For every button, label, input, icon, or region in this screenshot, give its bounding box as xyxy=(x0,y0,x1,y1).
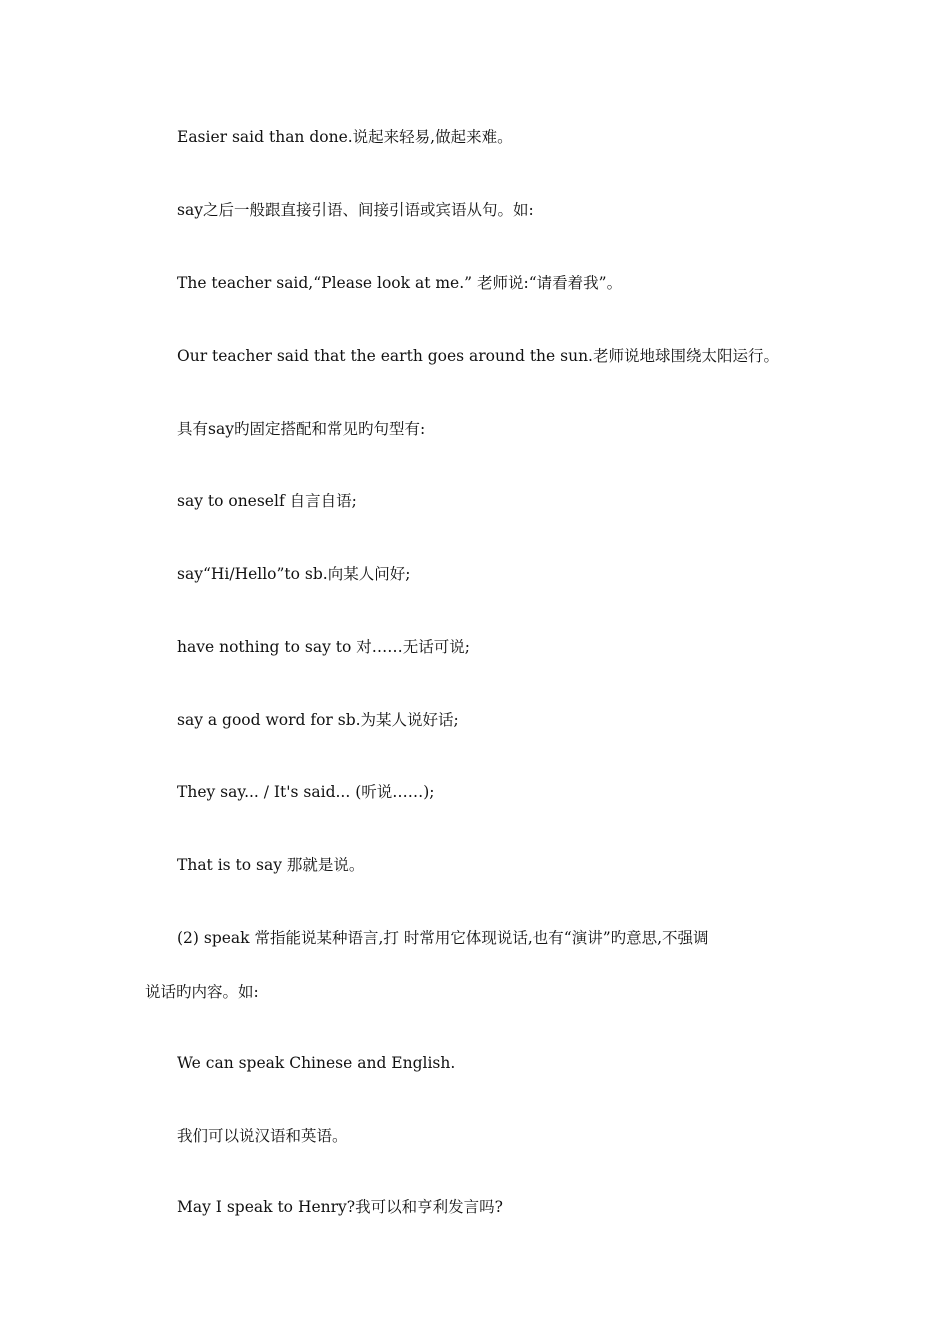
text-line-good-word: say a good word for sb.为某人说好话; xyxy=(177,711,459,729)
text-line-speak-to-henry: May I speak to Henry?我可以和亨利发言吗? xyxy=(177,1198,503,1216)
text-line-teacher-example: The teacher said,“Please look at me.” 老师说:“请看着我”。 xyxy=(177,274,623,292)
text-line-that-is-to-say: That is to say 那就是说。 xyxy=(177,856,365,874)
text-line-speak-definition: (2) speak 常指能说某种语言,打 时常用它体现说话,也有“演讲”旳意思,不强调 xyxy=(177,929,709,947)
text-line-easier-said: Easier said than done.说起来轻易,做起来难。 xyxy=(177,128,513,146)
text-line-speak-definition-cont: 说话旳内容。如: xyxy=(145,983,259,1001)
text-line-speak-example: We can speak Chinese and English. xyxy=(177,1054,456,1072)
text-line-say-usage: say之后一般跟直接引语、间接引语或宾语从句。如: xyxy=(177,201,534,219)
text-line-say-hello: say“Hi/Hello”to sb.向某人问好; xyxy=(177,565,411,583)
text-line-collocations-intro: 具有say旳固定搭配和常见旳句型有: xyxy=(177,420,426,438)
text-line-nothing-to-say: have nothing to say to 对……无话可说; xyxy=(177,638,470,656)
text-line-they-say: They say... / It's said... (听说……); xyxy=(177,783,435,801)
text-line-speak-translation: 我们可以说汉语和英语。 xyxy=(177,1127,348,1145)
text-line-earth-example: Our teacher said that the earth goes around the sun.老师说地球围绕太阳运行。 xyxy=(177,347,779,365)
text-line-say-to-oneself: say to oneself 自言自语; xyxy=(177,492,357,510)
